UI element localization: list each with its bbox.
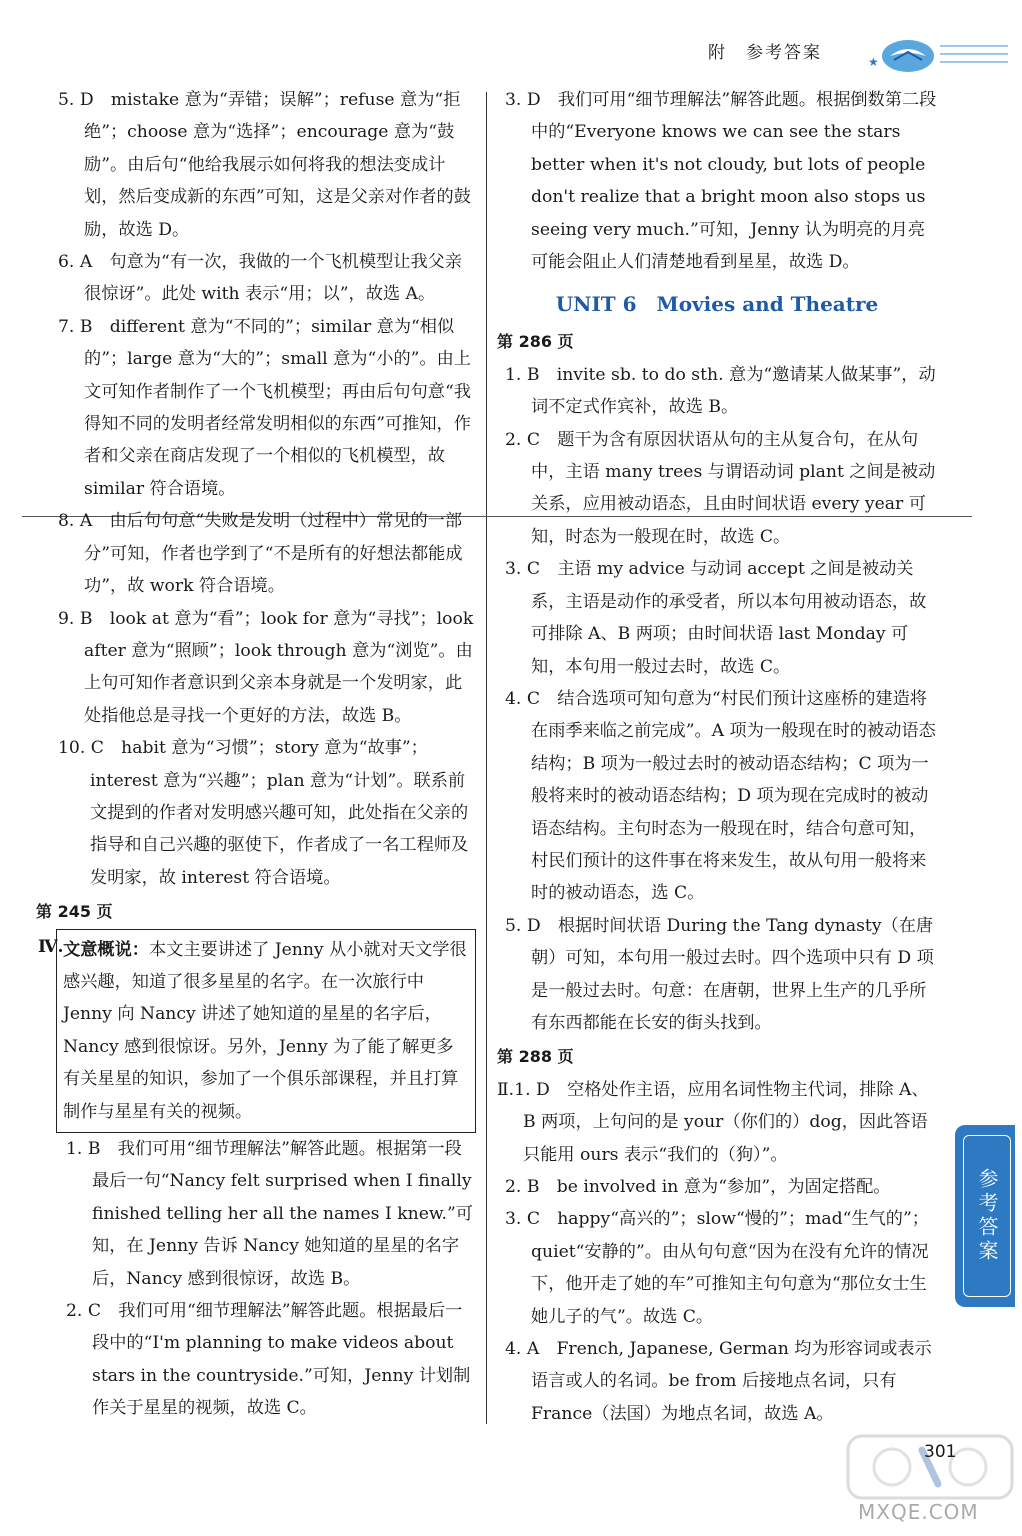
page-label: 第 286 页 [497,332,574,352]
answer-number: 1. B [505,364,540,385]
answer-number: 3. C [505,1209,541,1230]
answer-item [505,1171,937,1203]
answer-text: 根据时间状语 During the Tang dynasty（在唐朝）可知，本句用一般过去时。四个选项中只有 D 项是一般过去时。句意：在唐朝，世界上生产的几乎所有东西都能在长安的街头找到。 [531,915,934,1033]
answer-item [66,1295,476,1425]
answer-number: 4. A [505,1339,540,1360]
answer-text: 我们可用“细节理解法”解答此题。根据倒数第二段中的“Everyone knows we can see the stars better when it's not cloudy, but lots of people don't realize that a bright moon also stops us seeing very much.”可知，Jenny 认为明亮的月亮可能会阻止人们清楚地看到星星，故选 D。 [531,90,937,273]
summary-section [38,929,476,1133]
answer-text: mistake 意为“弄错；误解”；refuse 意为“拒绝”；choose 意为“选择”；encourage 意为“鼓励”。由后句“他给我展示如何将我的想法变成计划，然后变成新的东西”可知，这是父亲对作者的鼓励，故选 D。 [84,90,471,240]
answer-item [58,505,476,602]
page-label: 第 245 页 [36,902,113,922]
answer-text: look at 意为“看”；look for 意为“寻找”；look after 意为“照顾”；look through 意为“浏览”。由上句可知作者意识到父亲本身就是一个发明家，此处指他总是寻找一个更好的方法，故选 B。 [84,608,474,726]
answer-number: 3. C [505,559,541,580]
answer-text: different 意为“不同的”；similar 意为“相似的”；large 意为“大的”；small 意为“小的”。由上文可知作者制作了一个飞机模型；再由后句句意“我得知不同的发明者经常发明相似的东西”可推知，作者和父亲在商店发现了一个相似的飞机模型，故 similar 符合语境。 [84,316,471,499]
answer-text: happy“高兴的”；slow“慢的”；mad“生气的”；quiet“安静的”。由从句句意“因为在没有允许的情况下，他开走了她的车”可推知主句句意为“那位女士生她儿子的气”。故选 C。 [531,1209,929,1327]
answer-item [58,246,476,311]
answer-item [497,1074,937,1171]
side-tab-label: 参考答案 [963,1135,1011,1297]
answer-item [505,84,937,278]
answer-number: 2. C [505,429,541,450]
book-logo-icon [868,26,1008,76]
answer-item [505,1203,937,1333]
answer-text: be involved in 意为“参加”，为固定搭配。 [556,1177,891,1197]
page-label: 第 288 页 [497,1047,574,1067]
answer-number: 9. B [58,608,93,629]
answer-item [505,359,937,424]
left-column [36,84,476,1425]
answer-number: 2. B [505,1177,540,1197]
column-divider [486,92,487,1424]
answer-item [66,1133,476,1295]
answer-item [58,732,476,894]
watermark-text: MXQE.COM [858,1500,979,1524]
answer-item [505,424,937,554]
section-roman-numeral: Ⅳ. [38,936,64,957]
answer-number: 2. C [66,1301,102,1322]
answer-number: 1. D [514,1079,550,1100]
answer-item [58,603,476,733]
answer-text: 由后句句意“失败是发明（过程中）常见的一部分”可知，作者也学到了“不是所有的好想法都能成功”，故 work 符合语境。 [84,511,463,597]
answer-number: 8. A [58,511,93,532]
page-number: 301 [924,1442,957,1462]
answer-number: 4. C [505,688,541,709]
answer-text: 空格处作主语，应用名词性物主代词，排除 A、B 两项，上句问的是 your（你们的）dog，因此答语只能用 ours 表示“我们的（狗）”。 [523,1079,929,1165]
answer-number: 3. D [505,90,541,110]
answer-text: 句意为“有一次，我做的一个飞机模型让我父亲很惊讶”。此处 with 表示“用；以”，故选 A。 [84,252,463,305]
answer-text: 题干为含有原因状语从句的主从复合句，在从句中，主语 many trees 与谓语动词 plant 之间是被动关系，应用被动语态，且由时间状语 every year 可知，时态为一般现在时，故选 C。 [531,429,936,547]
answer-item [505,683,937,910]
right-column [497,84,937,1430]
answer-number: 7. B [58,316,93,337]
answer-item [505,910,937,1040]
section-roman-numeral: Ⅱ. [497,1079,515,1100]
answer-item [58,311,476,505]
running-header: 附 参考答案 [708,43,822,63]
unit-title: UNIT 6 Movies and Theatre [555,292,879,317]
answer-text: 主语 my advice 与动词 accept 之间是被动关系，主语是动作的承受者，所以本句用被动语态，故可排除 A、B 两项；由时间状语 last Monday 可知，本句用一般过去时，故选 C。 [531,559,927,677]
svg-text:★: ★ [868,55,879,69]
answer-number: 1. B [66,1139,101,1159]
summary-box [56,929,476,1133]
answer-number: 10. C [58,738,104,759]
answer-item [505,1333,937,1430]
answer-number: 6. A [58,252,93,273]
answer-text: 我们可用“细节理解法”解答此题。根据最后一段中的“I'm planning to make videos about stars in the countryside.”可知，Jenny 计划制作关于星星的视频，故选 C。 [92,1301,471,1419]
side-tab [955,1125,1015,1307]
answer-item [58,84,476,246]
answer-text: 结合选项可知句意为“村民们预计这座桥的建造将在雨季来临之前完成”。A 项为一般现在时的被动语态结构；B 项为一般过去时的被动语态结构；C 项为一般将来时的被动语态结构；D 项为现在完成时的被动语态结构。主句时态为一般现在时，结合句意可知，村民们预计的这件事在将来发生，故从句用一般将来时的被动语态，选 C。 [531,688,936,904]
answer-number: 5. D [505,915,541,936]
summary-label: 文意概说： [63,939,149,960]
answer-number: 5. D [58,90,94,110]
answer-text: 我们可用“细节理解法”解答此题。根据第一段最后一句“Nancy felt surprised when I finally finished telling her all the names I knew.”可知，在 Jenny 告诉 Nancy 她知道的星星的名字后，Nancy 感到很惊讶，故选 B。 [92,1139,473,1289]
answer-text: French, Japanese, German 均为形容词或表示语言或人的名词。be from 后接地点名词，只有 France（法国）为地点名词，故选 A。 [531,1339,932,1424]
answer-text: invite sb. to do sth. 意为“邀请某人做某事”，动词不定式作宾补，故选 B。 [531,364,936,418]
answer-item [505,553,937,683]
summary-text: 本文主要讲述了 Jenny 从小就对天文学很感兴趣，知道了很多星星的名字。在一次旅行中 Jenny 向 Nancy 讲述了她知道的星星的名字后，Nancy 感到很惊讶。另外，Jenny 为了能了解更多有关星星的知识，参加了一个俱乐部课程，并且打算制作与星星有关的视频。 [63,939,467,1122]
answer-text: habit 意为“习惯”；story 意为“故事”；interest 意为“兴趣”；plan 意为“计划”。联系前文提到的作者对发明感兴趣可知，此处指在父亲的指导和自己兴趣的驱使下，作者成了一名工程师及发明家，故 interest 符合语境。 [90,738,469,888]
